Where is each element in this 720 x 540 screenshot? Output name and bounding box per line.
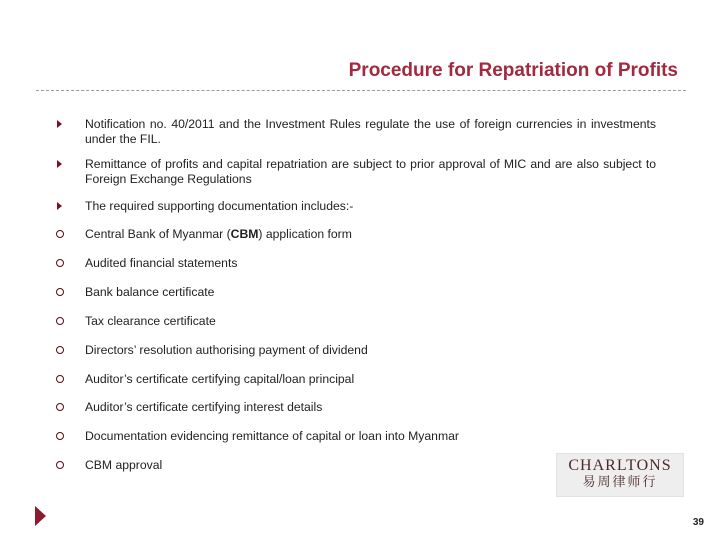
logo-latin-text: CHARLTONS <box>568 457 672 474</box>
bullet-text: Auditor’s certificate certifying capital/loan principal <box>85 372 355 386</box>
bullet-item <box>56 157 656 187</box>
bullet-item <box>56 117 656 147</box>
bullet-text: Remittance of profits and capital repatriation are subject to prior approval of MIC and are also subject to Foreign Exchange Regulations <box>85 157 656 186</box>
circle-bullet-icon <box>56 285 70 300</box>
logo-chinese-text: 易周律师行 <box>582 475 658 490</box>
bullet-item <box>56 343 656 358</box>
page-number: 39 <box>692 517 704 528</box>
circle-bullet-icon <box>56 343 70 358</box>
circle-bullet-icon <box>56 227 70 242</box>
bullet-text-after: ) application form <box>258 227 352 241</box>
bullet-text: Auditor’s certificate certifying interest details <box>85 400 323 414</box>
bullet-item <box>56 256 656 271</box>
next-slide-arrow-icon[interactable] <box>33 505 47 527</box>
circle-bullet-icon <box>56 429 70 444</box>
bullet-text: Audited financial statements <box>85 256 238 270</box>
charltons-logo <box>556 453 684 497</box>
bullet-text-before: Central Bank of Myanmar ( <box>85 227 231 241</box>
bullet-text: Documentation evidencing remittance of capital or loan into Myanmar <box>85 429 459 443</box>
circle-bullet-icon <box>56 256 70 271</box>
bullet-text: Notification no. 40/2011 and the Investment Rules regulate the use of foreign currencies in investments under the FIL. <box>85 117 656 146</box>
circle-bullet-icon <box>56 458 70 473</box>
bullet-item <box>56 429 656 444</box>
circle-bullet-icon <box>56 372 70 387</box>
arrow-bullet-icon <box>56 157 70 172</box>
page-title: Procedure for Repatriation of Profits <box>348 60 678 81</box>
bullet-item <box>56 400 656 415</box>
bullet-item <box>56 199 656 214</box>
arrow-bullet-icon <box>56 199 70 214</box>
bullet-text: Directors’ resolution authorising payment of dividend <box>85 343 368 357</box>
title-divider <box>36 90 686 91</box>
circle-bullet-icon <box>56 400 70 415</box>
circle-bullet-icon <box>56 314 70 329</box>
next-arrow-shape[interactable] <box>35 506 46 526</box>
bullet-item <box>56 227 656 242</box>
bullet-text: CBM approval <box>85 458 163 472</box>
bullet-item <box>56 314 656 329</box>
bullet-text: Bank balance certificate <box>85 285 215 299</box>
bullet-text <box>85 227 656 242</box>
bullet-text: Tax clearance certificate <box>85 314 216 328</box>
bullet-item <box>56 372 656 387</box>
bullet-item <box>56 285 656 300</box>
cbm-abbreviation: CBM <box>230 227 259 241</box>
bullet-text: The required supporting documentation includes:- <box>85 199 354 213</box>
arrow-bullet-icon <box>56 117 70 132</box>
